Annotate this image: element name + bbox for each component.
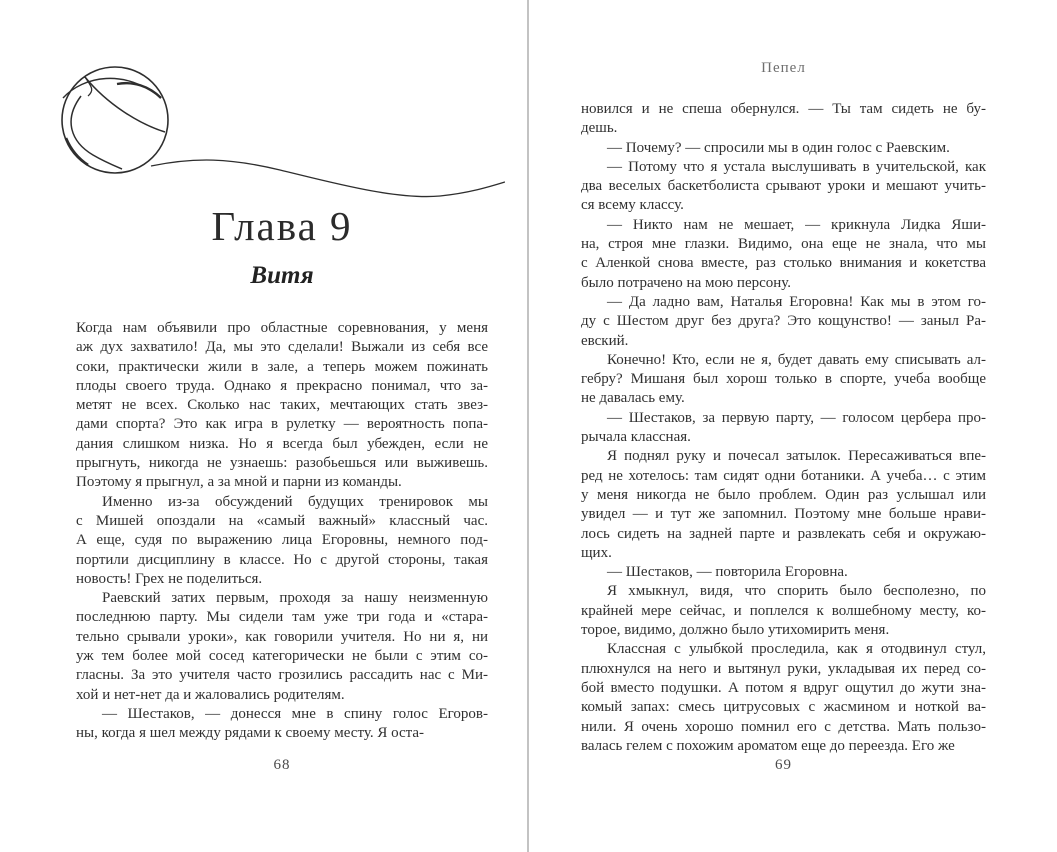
text-line: Именно из-за обсуждений будущих тренировок мы (102, 493, 488, 510)
paragraph (581, 582, 986, 640)
text-line: — Шестаков, за первую парту, — голосом цербера про- (607, 409, 986, 426)
left-page-text (76, 319, 488, 744)
text-line: новился и не спеша обернулся. — Ты там сидеть не бу- (581, 101, 986, 117)
text-line: лось сидеть на задней парте и развлекать себя и окружаю- (581, 525, 986, 542)
paragraph (581, 293, 986, 351)
paragraph (76, 705, 488, 744)
text-line: рычала классная. (581, 429, 691, 446)
text-line: ны, когда я шел между рядами к своему месту. Я оста- (76, 725, 424, 742)
text-line: тельно срывали уроки», как говорили учителя. Но ни я, ни (76, 628, 488, 645)
paragraph (76, 493, 488, 589)
page-divider (527, 0, 529, 852)
text-line: дания слишком низка. Но я всегда был убежден, если не (76, 435, 488, 452)
text-line: валась гелем с похожим ароматом еще до переезда. Его же (581, 737, 955, 754)
text-line: ред не хотелось: там сидят одни ботаники. А учеба… с этим (581, 467, 986, 484)
paragraph (581, 563, 986, 582)
paragraph (581, 640, 986, 756)
running-header: Пепел (761, 60, 806, 76)
text-line: комый запах: смесь цитрусовых с жасмином и ноткой ва- (581, 699, 986, 716)
paragraph (581, 100, 986, 139)
text-line: гласны. За это учителя часто грозились рассадить нас с Ми- (76, 667, 488, 684)
left-page (76, 0, 488, 852)
text-line: — Шестаков, — донесся мне в спину голос Егоров- (102, 705, 488, 722)
text-line: А еще, судя по выражению лица Егоровны, немного под- (76, 532, 488, 549)
text-line: плюхнулся на него и вытянул руки, укладывая их перед со- (581, 660, 986, 677)
text-line: — Потому что я устала выслушивать в учительской, как (607, 158, 986, 175)
paragraph (76, 589, 488, 705)
text-line: у меня никогда не было проблем. Один раз услышал или (581, 486, 986, 503)
text-line: Я хмыкнул, видя, что спорить было бесполезно, по (607, 583, 986, 600)
text-line: дами спорта? Это как игра в рулетку — вероятность попа- (76, 416, 488, 433)
text-line: на, строя мне глазки. Видимо, она еще не знала, что мы (581, 236, 986, 253)
text-line: соки, практически жили в зале, а теперь можем пожинать (76, 358, 488, 375)
left-page-number: 68 (273, 757, 291, 773)
text-line: метят не всех. Сколько нас таких, мечтающих стать звез- (76, 397, 488, 414)
text-line: — Никто нам не мешает, — крикнула Лидка Яши- (607, 216, 986, 233)
paragraph (581, 139, 986, 158)
text-line: не давалась ему. (581, 390, 685, 407)
text-line: Когда нам объявили про областные соревнования, у меня (76, 320, 488, 336)
right-page-text (581, 100, 986, 756)
text-line: два веселых баскетболиста срывают уроки и мешают учить- (581, 178, 986, 195)
text-line: аж дух захватило! Да, мы это сделали! Выжали из себя все (76, 339, 488, 356)
paragraph (581, 409, 986, 448)
text-line: Раевский затих первым, проходя за нашу неизменную (102, 590, 488, 607)
text-line: дешь. (581, 120, 618, 137)
text-line: — Почему? — спросили мы в один голос с Раевским. (607, 139, 950, 156)
text-line: увидел — и тут же запомнил. Поэтому мне больше нрави- (581, 506, 986, 523)
text-line: — Да ладно вам, Наталья Егоровна! Как мы в этом го- (607, 293, 986, 310)
chapter-title: Глава 9 (211, 203, 353, 249)
paragraph (581, 447, 986, 563)
text-line: прыгнуть, никогда не узнаешь: разобьешься или выживешь. (76, 455, 488, 472)
basketball-line-art-icon (55, 58, 505, 208)
text-line: последнюю парту. Мы сидели там уже три года и «стара- (76, 609, 488, 626)
paragraph (581, 351, 986, 409)
text-line: щих. (581, 544, 612, 561)
text-line: ду с Шестом друг без друга? Это кощунство! — заныл Ра- (581, 313, 986, 330)
right-page-number: 69 (775, 757, 792, 773)
text-line: евский. (581, 332, 629, 349)
text-line: портили дисциплину в классе. Но с другой стороны, такая (76, 551, 488, 568)
text-line: плоды своего труда. Однако я прекрасно понимал, что за- (76, 377, 488, 394)
text-line: с Мишей опоздали на «самый важный» классный час. (76, 512, 488, 529)
text-line: Конечно! Кто, если не я, будет давать ему списывать ал- (607, 351, 986, 368)
text-line: было потрачено на мою персону. (581, 274, 792, 291)
paragraph (581, 158, 986, 216)
text-line: гебру? Мишаня был хорош только в спорте, учеба вообще (581, 371, 986, 388)
paragraph (581, 216, 986, 293)
text-line: ся всему классу. (581, 197, 684, 214)
text-line: бой вместо подушки. А потом я вдруг ощутил до жути зна- (581, 679, 986, 696)
text-line: торое, видимо, должно было утихомирить меня. (581, 622, 890, 639)
text-line: Поэтому я прыгнул, а за мной и парни из команды. (76, 474, 402, 491)
text-line: хой и нет-нет да и жаловались родителям. (76, 686, 345, 703)
paragraph (76, 319, 488, 493)
right-page (581, 0, 986, 852)
text-line: уж тем более мой сосед категорически не были с этим со- (76, 648, 488, 665)
text-line: новость! Грех не поделиться. (76, 570, 263, 587)
text-line: Классная с улыбкой проследила, как я отодвинул стул, (607, 641, 986, 658)
text-line: крайней мере сейчас, и поплелся к волшебному месту, ко- (581, 602, 986, 619)
text-line: с Аленкой снова вместе, раз столько внимания и кокетства (581, 255, 986, 272)
text-line: — Шестаков, — повторила Егоровна. (607, 564, 848, 581)
chapter-subtitle: Витя (250, 262, 314, 289)
text-line: нили. Я очень хорошо помнил его с детства. Мать пользо- (581, 718, 986, 735)
text-line: Я поднял руку и почесал затылок. Пересаживаться впе- (607, 448, 986, 465)
